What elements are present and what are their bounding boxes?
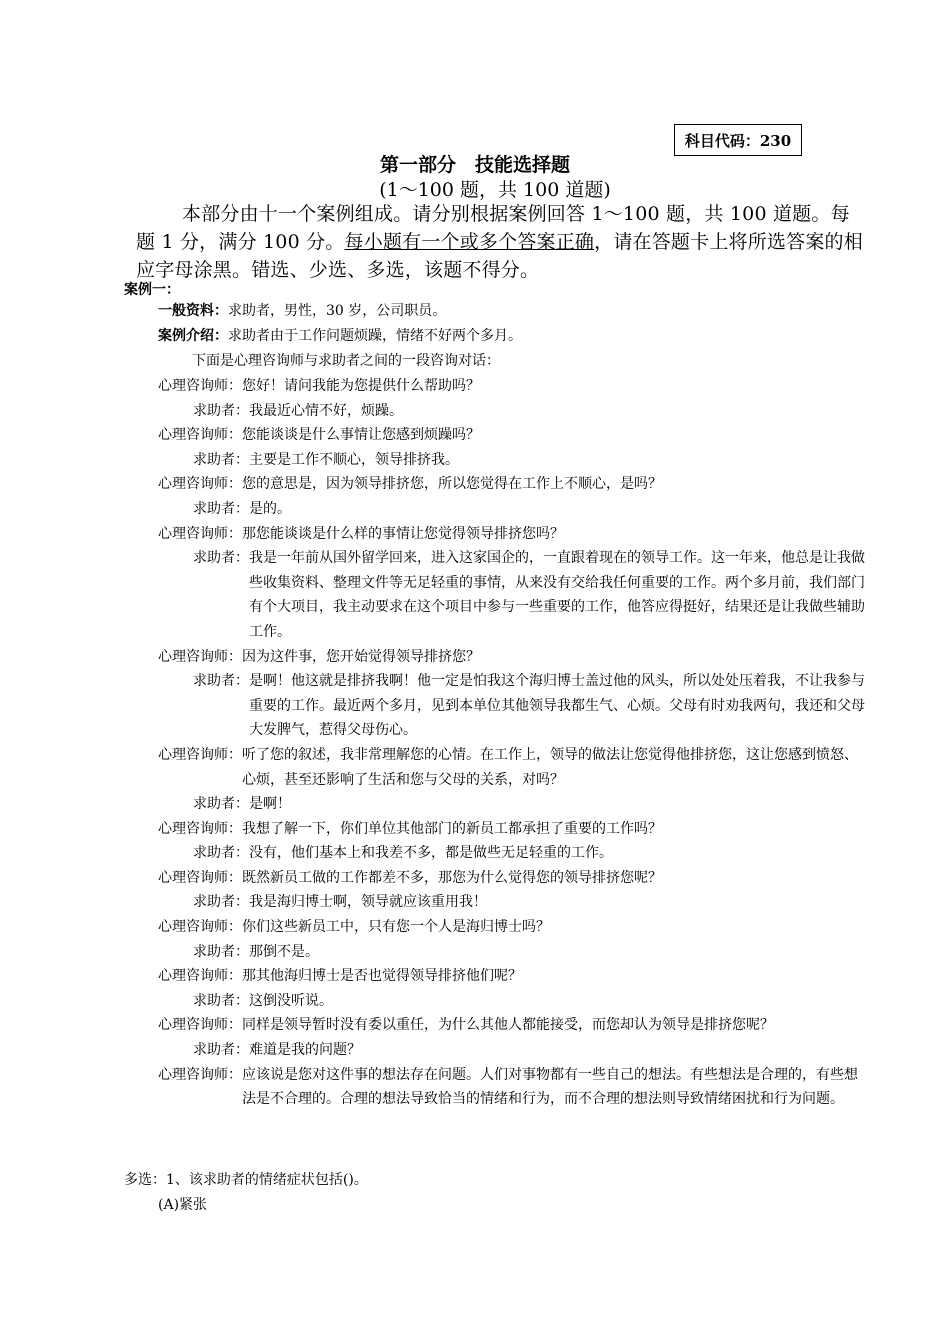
dialog-intro: 下面是心理咨询师与求助者之间的一段咨询对话： bbox=[192, 353, 500, 369]
dialog-line bbox=[158, 546, 870, 644]
case-intro-text: 求助者由于工作问题烦躁，情绪不好两个多月。 bbox=[228, 328, 522, 344]
dialog-line bbox=[158, 669, 870, 743]
dialog-text: 那倒不是。 bbox=[249, 943, 319, 960]
dialog-line bbox=[158, 890, 870, 915]
dialog-text: 应该说是您对这件事的想法存在问题。人们对事物都有一些自己的想法。有些想法是合理的，有些想法是不合理的。合理的想法导致恰当的情绪和行为，而不合理的想法则导致情绪困扰和行为问题。 bbox=[242, 1066, 858, 1108]
dialog-text: 那其他海归博士是否也觉得领导排挤他们呢？ bbox=[242, 968, 522, 985]
dialog-speaker: 求助者： bbox=[193, 943, 249, 960]
dialog-text: 既然新员工做的工作都差不多，那您为什么觉得您的领导排挤您呢？ bbox=[242, 869, 662, 886]
dialog-text: 是啊！他这就是排挤我啊！他一定是怕我这个海归博士盖过他的风头，所以处处压着我，不让我参与重要的工作。最近两个多月，见到本单位其他领导我都生气、心烦。父母有时劝我两句，我还和父母大发脾气，惹得父母伤心。 bbox=[249, 673, 865, 739]
dialog-speaker: 求助者： bbox=[193, 894, 249, 911]
general-info-text: 求助者，男性，30 岁，公司职员。 bbox=[228, 303, 447, 319]
dialog-text: 我是海归博士啊，领导就应该重用我！ bbox=[249, 894, 487, 911]
dialog-text: 我最近心情不好，烦躁。 bbox=[249, 402, 403, 419]
dialog-speaker: 心理咨询师： bbox=[158, 1017, 242, 1034]
dialog-line bbox=[158, 940, 870, 965]
dialog-speaker: 心理咨询师： bbox=[158, 427, 242, 444]
dialog-speaker: 求助者： bbox=[193, 1042, 249, 1059]
dialog-speaker: 心理咨询师： bbox=[158, 1066, 242, 1083]
dialog-speaker: 求助者： bbox=[193, 796, 249, 813]
question-1-option-a: (A)紧张 bbox=[158, 1197, 208, 1213]
case-intro-label: 案例介绍： bbox=[158, 328, 228, 344]
dialog-speaker: 求助者： bbox=[193, 500, 249, 517]
dialog-text: 您好！请问我能为您提供什么帮助吗？ bbox=[242, 378, 480, 394]
question-1: 多选：1、该求助者的情绪症状包括()。 bbox=[124, 1172, 368, 1188]
dialog-line bbox=[158, 522, 870, 547]
dialog-speaker: 心理咨询师： bbox=[158, 869, 242, 886]
dialog-line bbox=[158, 1038, 870, 1063]
dialog-line bbox=[158, 866, 870, 891]
dialog-line bbox=[158, 645, 870, 670]
dialog-text: 我是一年前从国外留学回来，进入这家国企的，一直跟着现在的领导工作。这一年来，他总是让我做些收集资料、整理文件等无足轻重的事情，从来没有交给我任何重要的工作。两个多月前，我们部门有个大项目，我主动要求在这个项目中参与一些重要的工作，他答应得挺好，结果还是让我做些辅助工作。 bbox=[249, 550, 865, 640]
dialog-text: 我想了解一下，你们单位其他部门的新员工都承担了重要的工作吗？ bbox=[242, 820, 662, 837]
section-title: 第一部分 技能选择题 bbox=[379, 154, 570, 176]
dialog-text: 那您能谈谈是什么样的事情让您觉得领导排挤您吗？ bbox=[242, 525, 564, 542]
dialog-line bbox=[158, 374, 870, 399]
dialog-speaker: 求助者： bbox=[193, 673, 249, 690]
subject-code: 科目代码：230 bbox=[684, 131, 792, 150]
dialog-speaker: 心理咨询师： bbox=[158, 919, 242, 936]
dialog-text: 这倒没听说。 bbox=[249, 992, 333, 1009]
dialog-line bbox=[158, 472, 870, 497]
dialog-speaker: 求助者： bbox=[193, 402, 249, 419]
dialog-line bbox=[158, 743, 870, 792]
general-info-label: 一般资料： bbox=[158, 303, 228, 319]
dialog-speaker: 心理咨询师： bbox=[158, 648, 242, 665]
dialog-text: 因为这件事，您开始觉得领导排挤您？ bbox=[242, 648, 480, 665]
dialog-line bbox=[158, 1063, 870, 1112]
general-info bbox=[158, 300, 446, 320]
dialog-speaker: 求助者： bbox=[193, 992, 249, 1009]
dialog-line bbox=[158, 989, 870, 1014]
instructions-text: 本部分由十一个案例组成。请分别根据案例回答 1～100 题，共 100 道题。每题 1 分，满分 100 分。 bbox=[136, 203, 850, 253]
dialog-speaker: 心理咨询师： bbox=[158, 746, 242, 763]
dialog-line bbox=[158, 448, 870, 473]
instructions-text-end: ，请在答题卡上将所选答案的相应字母涂黑。错选、少选、多选，该题不得分。 bbox=[136, 231, 863, 281]
dialog-text: 是啊！ bbox=[249, 796, 291, 813]
dialog-text: 是的。 bbox=[249, 500, 291, 517]
instructions-emphasis: 每小题有一个或多个答案正确 bbox=[344, 231, 595, 253]
dialog-text: 同样是领导暂时没有委以重任，为什么其他人都能接受，而您却认为领导是排挤您呢？ bbox=[242, 1017, 774, 1034]
dialog-line bbox=[158, 1013, 870, 1038]
section-instructions bbox=[136, 200, 864, 284]
case-intro bbox=[158, 325, 522, 345]
dialog-text: 你们这些新员工中，只有您一个人是海归博士吗？ bbox=[242, 919, 550, 936]
dialog-speaker: 求助者： bbox=[193, 451, 249, 468]
section-subtitle: (1～100 题，共 100 道题) bbox=[379, 179, 611, 201]
dialog-speaker: 求助者： bbox=[193, 845, 249, 862]
dialog-line bbox=[158, 915, 870, 940]
dialog-text: 您的意思是，因为领导排挤您，所以您觉得在工作上不顺心，是吗？ bbox=[242, 476, 662, 493]
dialog-text: 您能谈谈是什么事情让您感到烦躁吗？ bbox=[242, 427, 480, 444]
dialog-line bbox=[158, 423, 870, 448]
dialog-speaker: 心理咨询师： bbox=[158, 968, 242, 985]
dialog-line bbox=[158, 497, 870, 522]
dialog-text: 主要是工作不顺心，领导排挤我。 bbox=[249, 451, 459, 468]
dialog-speaker: 求助者： bbox=[193, 550, 249, 567]
dialog-list bbox=[158, 374, 870, 1112]
dialog-line bbox=[158, 817, 870, 842]
dialog-speaker: 心理咨询师： bbox=[158, 525, 242, 542]
dialog-line bbox=[158, 964, 870, 989]
dialog-text: 没有，他们基本上和我差不多，都是做些无足轻重的工作。 bbox=[249, 845, 613, 862]
dialog-speaker: 心理咨询师： bbox=[158, 378, 242, 394]
dialog-line bbox=[158, 399, 870, 424]
dialog-line bbox=[158, 841, 870, 866]
dialog-text: 难道是我的问题？ bbox=[249, 1042, 361, 1059]
dialog-line bbox=[158, 792, 870, 817]
dialog-speaker: 心理咨询师： bbox=[158, 476, 242, 493]
dialog-speaker: 心理咨询师： bbox=[158, 820, 242, 837]
case-title: 案例一： bbox=[124, 282, 180, 298]
dialog-text: 听了您的叙述，我非常理解您的心情。在工作上，领导的做法让您觉得他排挤您，这让您感到愤怒、心烦，甚至还影响了生活和您与父母的关系，对吗？ bbox=[242, 746, 858, 788]
